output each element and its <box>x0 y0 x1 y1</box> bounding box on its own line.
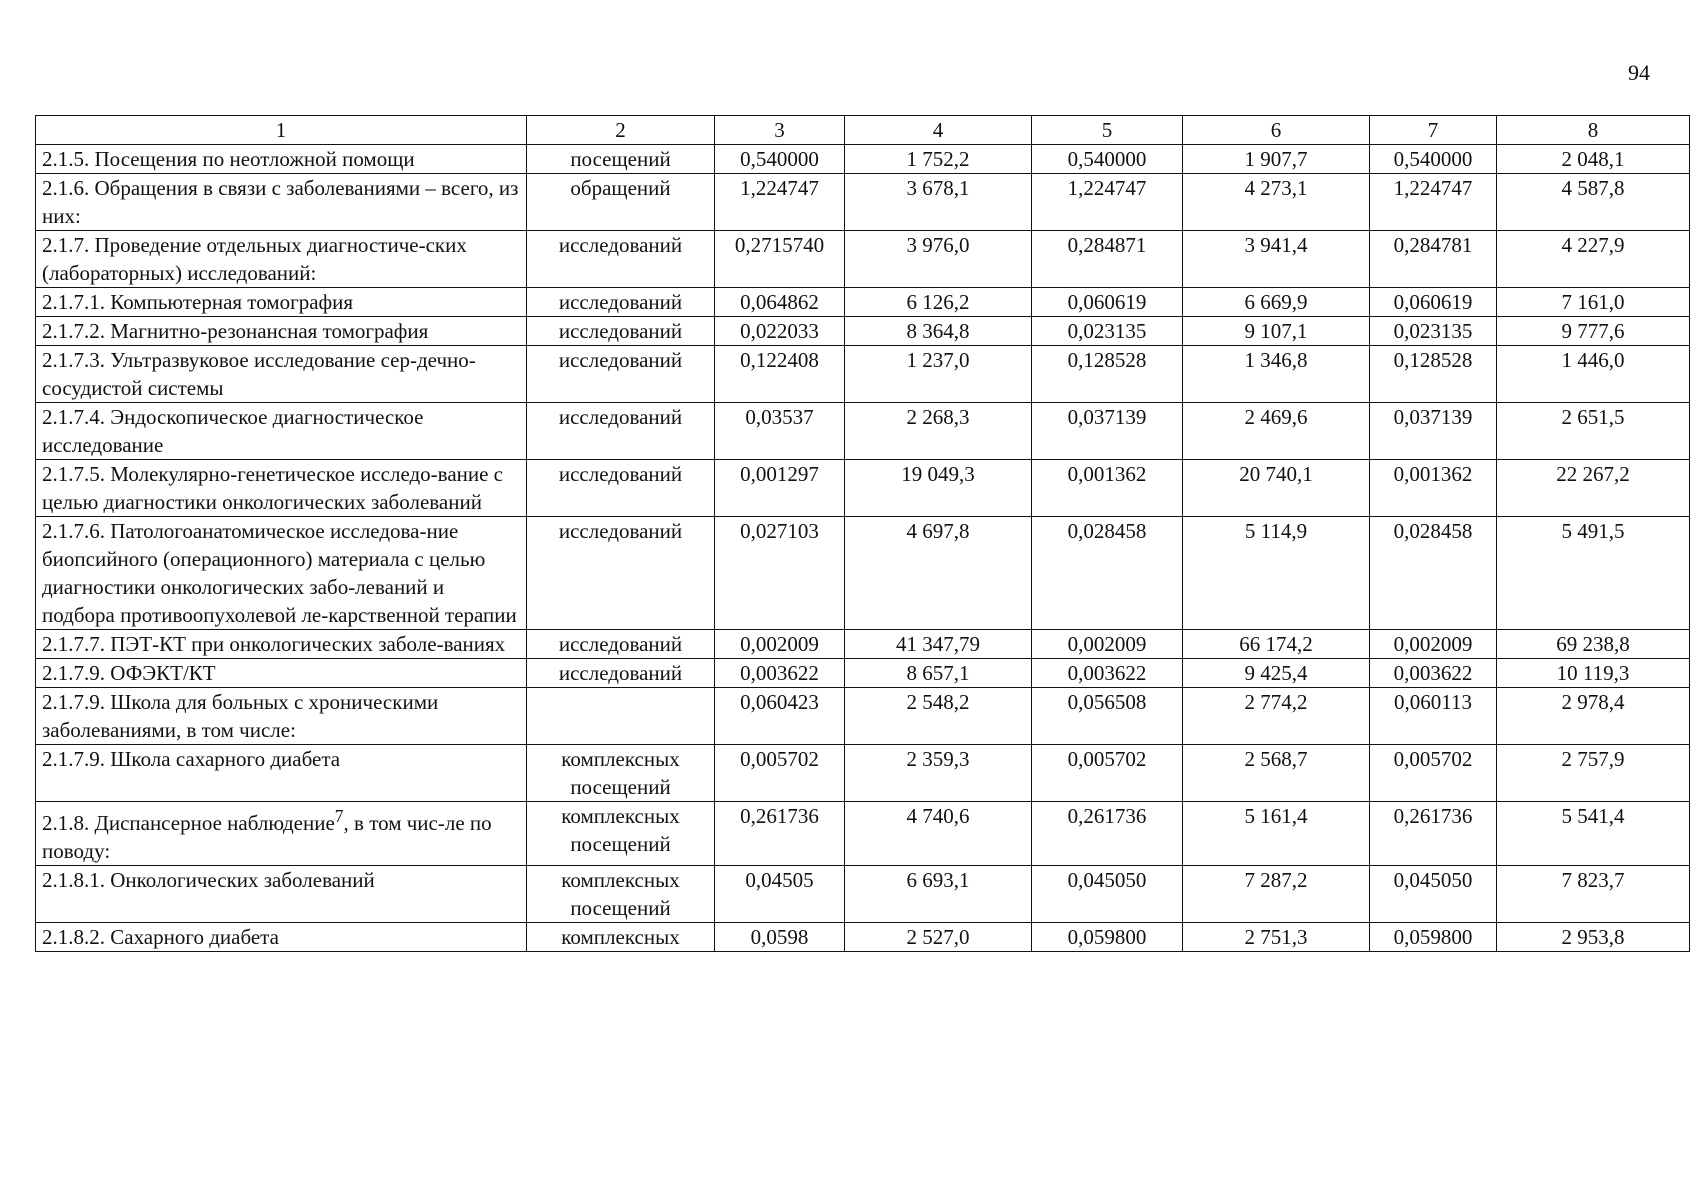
table-row <box>36 460 1690 517</box>
row-name-cell: 2.1.7.6. Патологоанатомическое исследова-ние биопсийного (операционного) материала с целью диагностики онкологических забо-леваний и подбора противоопухолевой ле-карственной терапии <box>36 517 527 630</box>
value-cell: 2 548,2 <box>845 688 1032 745</box>
value-cell: 3 976,0 <box>845 231 1032 288</box>
unit-cell: исследований <box>527 317 715 346</box>
value-cell: 0,001297 <box>715 460 845 517</box>
value-cell: 1,224747 <box>1370 174 1497 231</box>
value-cell: 7 287,2 <box>1183 866 1370 923</box>
unit-cell: посещений <box>527 145 715 174</box>
row-name-cell: 2.1.7. Проведение отдельных диагностиче-ских (лабораторных) исследований: <box>36 231 527 288</box>
value-cell: 2 774,2 <box>1183 688 1370 745</box>
table-row <box>36 688 1690 745</box>
table-row <box>36 145 1690 174</box>
table-row <box>36 866 1690 923</box>
table-row <box>36 231 1690 288</box>
row-name-cell: 2.1.7.9. Школа для больных с хроническими заболеваниями, в том числе: <box>36 688 527 745</box>
table-row <box>36 403 1690 460</box>
value-cell: 1,224747 <box>1032 174 1183 231</box>
value-cell: 6 693,1 <box>845 866 1032 923</box>
value-cell: 0,059800 <box>1370 923 1497 952</box>
value-cell: 1 346,8 <box>1183 346 1370 403</box>
value-cell: 0,027103 <box>715 517 845 630</box>
value-cell: 0,045050 <box>1032 866 1183 923</box>
value-cell: 0,001362 <box>1370 460 1497 517</box>
value-cell: 2 048,1 <box>1497 145 1690 174</box>
value-cell: 0,056508 <box>1032 688 1183 745</box>
value-cell: 5 161,4 <box>1183 802 1370 866</box>
value-cell: 9 425,4 <box>1183 659 1370 688</box>
value-cell: 2 757,9 <box>1497 745 1690 802</box>
value-cell: 41 347,79 <box>845 630 1032 659</box>
value-cell: 7 823,7 <box>1497 866 1690 923</box>
row-name-cell: 2.1.6. Обращения в связи с заболеваниями – всего, из них: <box>36 174 527 231</box>
table-row <box>36 630 1690 659</box>
value-cell: 8 364,8 <box>845 317 1032 346</box>
row-name-cell: 2.1.7.7. ПЭТ-КТ при онкологических заболе-ваниях <box>36 630 527 659</box>
unit-cell: комплексных <box>527 923 715 952</box>
value-cell: 2 953,8 <box>1497 923 1690 952</box>
row-name-cell: 2.1.8.1. Онкологических заболеваний <box>36 866 527 923</box>
column-header: 6 <box>1183 116 1370 145</box>
column-header: 1 <box>36 116 527 145</box>
column-header: 8 <box>1497 116 1690 145</box>
value-cell: 3 678,1 <box>845 174 1032 231</box>
value-cell: 1 237,0 <box>845 346 1032 403</box>
value-cell: 1,224747 <box>715 174 845 231</box>
value-cell: 0,122408 <box>715 346 845 403</box>
value-cell: 0,005702 <box>1032 745 1183 802</box>
value-cell: 66 174,2 <box>1183 630 1370 659</box>
table-row <box>36 802 1690 866</box>
value-cell: 0,037139 <box>1032 403 1183 460</box>
value-cell: 5 491,5 <box>1497 517 1690 630</box>
value-cell: 0,001362 <box>1032 460 1183 517</box>
value-cell: 0,005702 <box>1370 745 1497 802</box>
value-cell: 2 359,3 <box>845 745 1032 802</box>
table-row <box>36 745 1690 802</box>
value-cell: 22 267,2 <box>1497 460 1690 517</box>
value-cell: 2 651,5 <box>1497 403 1690 460</box>
value-cell: 0,002009 <box>1032 630 1183 659</box>
column-header: 5 <box>1032 116 1183 145</box>
value-cell: 0,023135 <box>1032 317 1183 346</box>
row-name-cell: 2.1.8.2. Сахарного диабета <box>36 923 527 952</box>
value-cell: 2 978,4 <box>1497 688 1690 745</box>
column-header: 3 <box>715 116 845 145</box>
value-cell: 0,060423 <box>715 688 845 745</box>
value-cell: 0,540000 <box>1032 145 1183 174</box>
value-cell: 6 126,2 <box>845 288 1032 317</box>
value-cell: 2 527,0 <box>845 923 1032 952</box>
row-name-cell: 2.1.7.9. ОФЭКТ/КТ <box>36 659 527 688</box>
value-cell: 10 119,3 <box>1497 659 1690 688</box>
unit-cell: исследований <box>527 659 715 688</box>
value-cell: 19 049,3 <box>845 460 1032 517</box>
value-cell: 0,0598 <box>715 923 845 952</box>
table-row <box>36 288 1690 317</box>
value-cell: 0,023135 <box>1370 317 1497 346</box>
value-cell: 9 777,6 <box>1497 317 1690 346</box>
value-cell: 3 941,4 <box>1183 231 1370 288</box>
value-cell: 0,002009 <box>715 630 845 659</box>
table-row <box>36 659 1690 688</box>
value-cell: 0,060619 <box>1370 288 1497 317</box>
value-cell: 6 669,9 <box>1183 288 1370 317</box>
value-cell: 0,2715740 <box>715 231 845 288</box>
value-cell: 0,060113 <box>1370 688 1497 745</box>
value-cell: 0,284871 <box>1032 231 1183 288</box>
page-number: 94 <box>1628 60 1650 85</box>
value-cell: 0,261736 <box>715 802 845 866</box>
value-cell: 0,022033 <box>715 317 845 346</box>
unit-cell: комплексных посещений <box>527 802 715 866</box>
value-cell: 0,128528 <box>1032 346 1183 403</box>
value-cell: 2 568,7 <box>1183 745 1370 802</box>
unit-cell <box>527 688 715 745</box>
value-cell: 0,003622 <box>715 659 845 688</box>
value-cell: 0,03537 <box>715 403 845 460</box>
data-table <box>35 115 1690 952</box>
row-name-cell: 2.1.7.9. Школа сахарного диабета <box>36 745 527 802</box>
value-cell: 0,261736 <box>1370 802 1497 866</box>
unit-cell: исследований <box>527 460 715 517</box>
value-cell: 1 907,7 <box>1183 145 1370 174</box>
value-cell: 0,128528 <box>1370 346 1497 403</box>
value-cell: 0,045050 <box>1370 866 1497 923</box>
row-name-text: , в том чис-ле по поводу: <box>42 811 492 863</box>
row-name-cell: 2.1.7.4. Эндоскопическое диагностическое исследование <box>36 403 527 460</box>
value-cell: 4 740,6 <box>845 802 1032 866</box>
row-name-cell: 2.1.7.5. Молекулярно-генетическое исследо-вание с целью диагностики онкологических заболеваний <box>36 460 527 517</box>
value-cell: 0,002009 <box>1370 630 1497 659</box>
unit-cell: обращений <box>527 174 715 231</box>
value-cell: 20 740,1 <box>1183 460 1370 517</box>
value-cell: 2 469,6 <box>1183 403 1370 460</box>
value-cell: 0,028458 <box>1370 517 1497 630</box>
row-name-cell: 2.1.5. Посещения по неотложной помощи <box>36 145 527 174</box>
value-cell: 4 697,8 <box>845 517 1032 630</box>
row-name-cell <box>36 802 527 866</box>
table-row <box>36 174 1690 231</box>
value-cell: 4 587,8 <box>1497 174 1690 231</box>
value-cell: 4 273,1 <box>1183 174 1370 231</box>
column-header: 2 <box>527 116 715 145</box>
value-cell: 0,540000 <box>1370 145 1497 174</box>
value-cell: 0,005702 <box>715 745 845 802</box>
header-row <box>36 116 1690 145</box>
value-cell: 1 752,2 <box>845 145 1032 174</box>
unit-cell: комплексных посещений <box>527 866 715 923</box>
value-cell: 69 238,8 <box>1497 630 1690 659</box>
value-cell: 0,04505 <box>715 866 845 923</box>
table-row <box>36 346 1690 403</box>
unit-cell: исследований <box>527 630 715 659</box>
value-cell: 2 751,3 <box>1183 923 1370 952</box>
value-cell: 0,003622 <box>1370 659 1497 688</box>
table-row <box>36 923 1690 952</box>
value-cell: 0,037139 <box>1370 403 1497 460</box>
value-cell: 0,059800 <box>1032 923 1183 952</box>
unit-cell: исследований <box>527 288 715 317</box>
value-cell: 2 268,3 <box>845 403 1032 460</box>
value-cell: 0,028458 <box>1032 517 1183 630</box>
row-name-cell: 2.1.7.2. Магнитно-резонансная томография <box>36 317 527 346</box>
value-cell: 8 657,1 <box>845 659 1032 688</box>
value-cell: 0,284781 <box>1370 231 1497 288</box>
value-cell: 0,540000 <box>715 145 845 174</box>
value-cell: 5 541,4 <box>1497 802 1690 866</box>
value-cell: 0,003622 <box>1032 659 1183 688</box>
table-row <box>36 317 1690 346</box>
value-cell: 0,060619 <box>1032 288 1183 317</box>
row-name-cell: 2.1.7.3. Ультразвуковое исследование сер-дечно-сосудистой системы <box>36 346 527 403</box>
value-cell: 0,064862 <box>715 288 845 317</box>
column-header: 4 <box>845 116 1032 145</box>
unit-cell: исследований <box>527 231 715 288</box>
footnote-marker: 7 <box>334 806 344 826</box>
row-name-cell: 2.1.7.1. Компьютерная томография <box>36 288 527 317</box>
unit-cell: комплексных посещений <box>527 745 715 802</box>
unit-cell: исследований <box>527 517 715 630</box>
value-cell: 1 446,0 <box>1497 346 1690 403</box>
table-row <box>36 517 1690 630</box>
value-cell: 9 107,1 <box>1183 317 1370 346</box>
value-cell: 5 114,9 <box>1183 517 1370 630</box>
value-cell: 4 227,9 <box>1497 231 1690 288</box>
unit-cell: исследований <box>527 346 715 403</box>
row-name-text: 2.1.8. Диспансерное наблюдение <box>42 811 335 835</box>
value-cell: 0,261736 <box>1032 802 1183 866</box>
column-header: 7 <box>1370 116 1497 145</box>
value-cell: 7 161,0 <box>1497 288 1690 317</box>
unit-cell: исследований <box>527 403 715 460</box>
